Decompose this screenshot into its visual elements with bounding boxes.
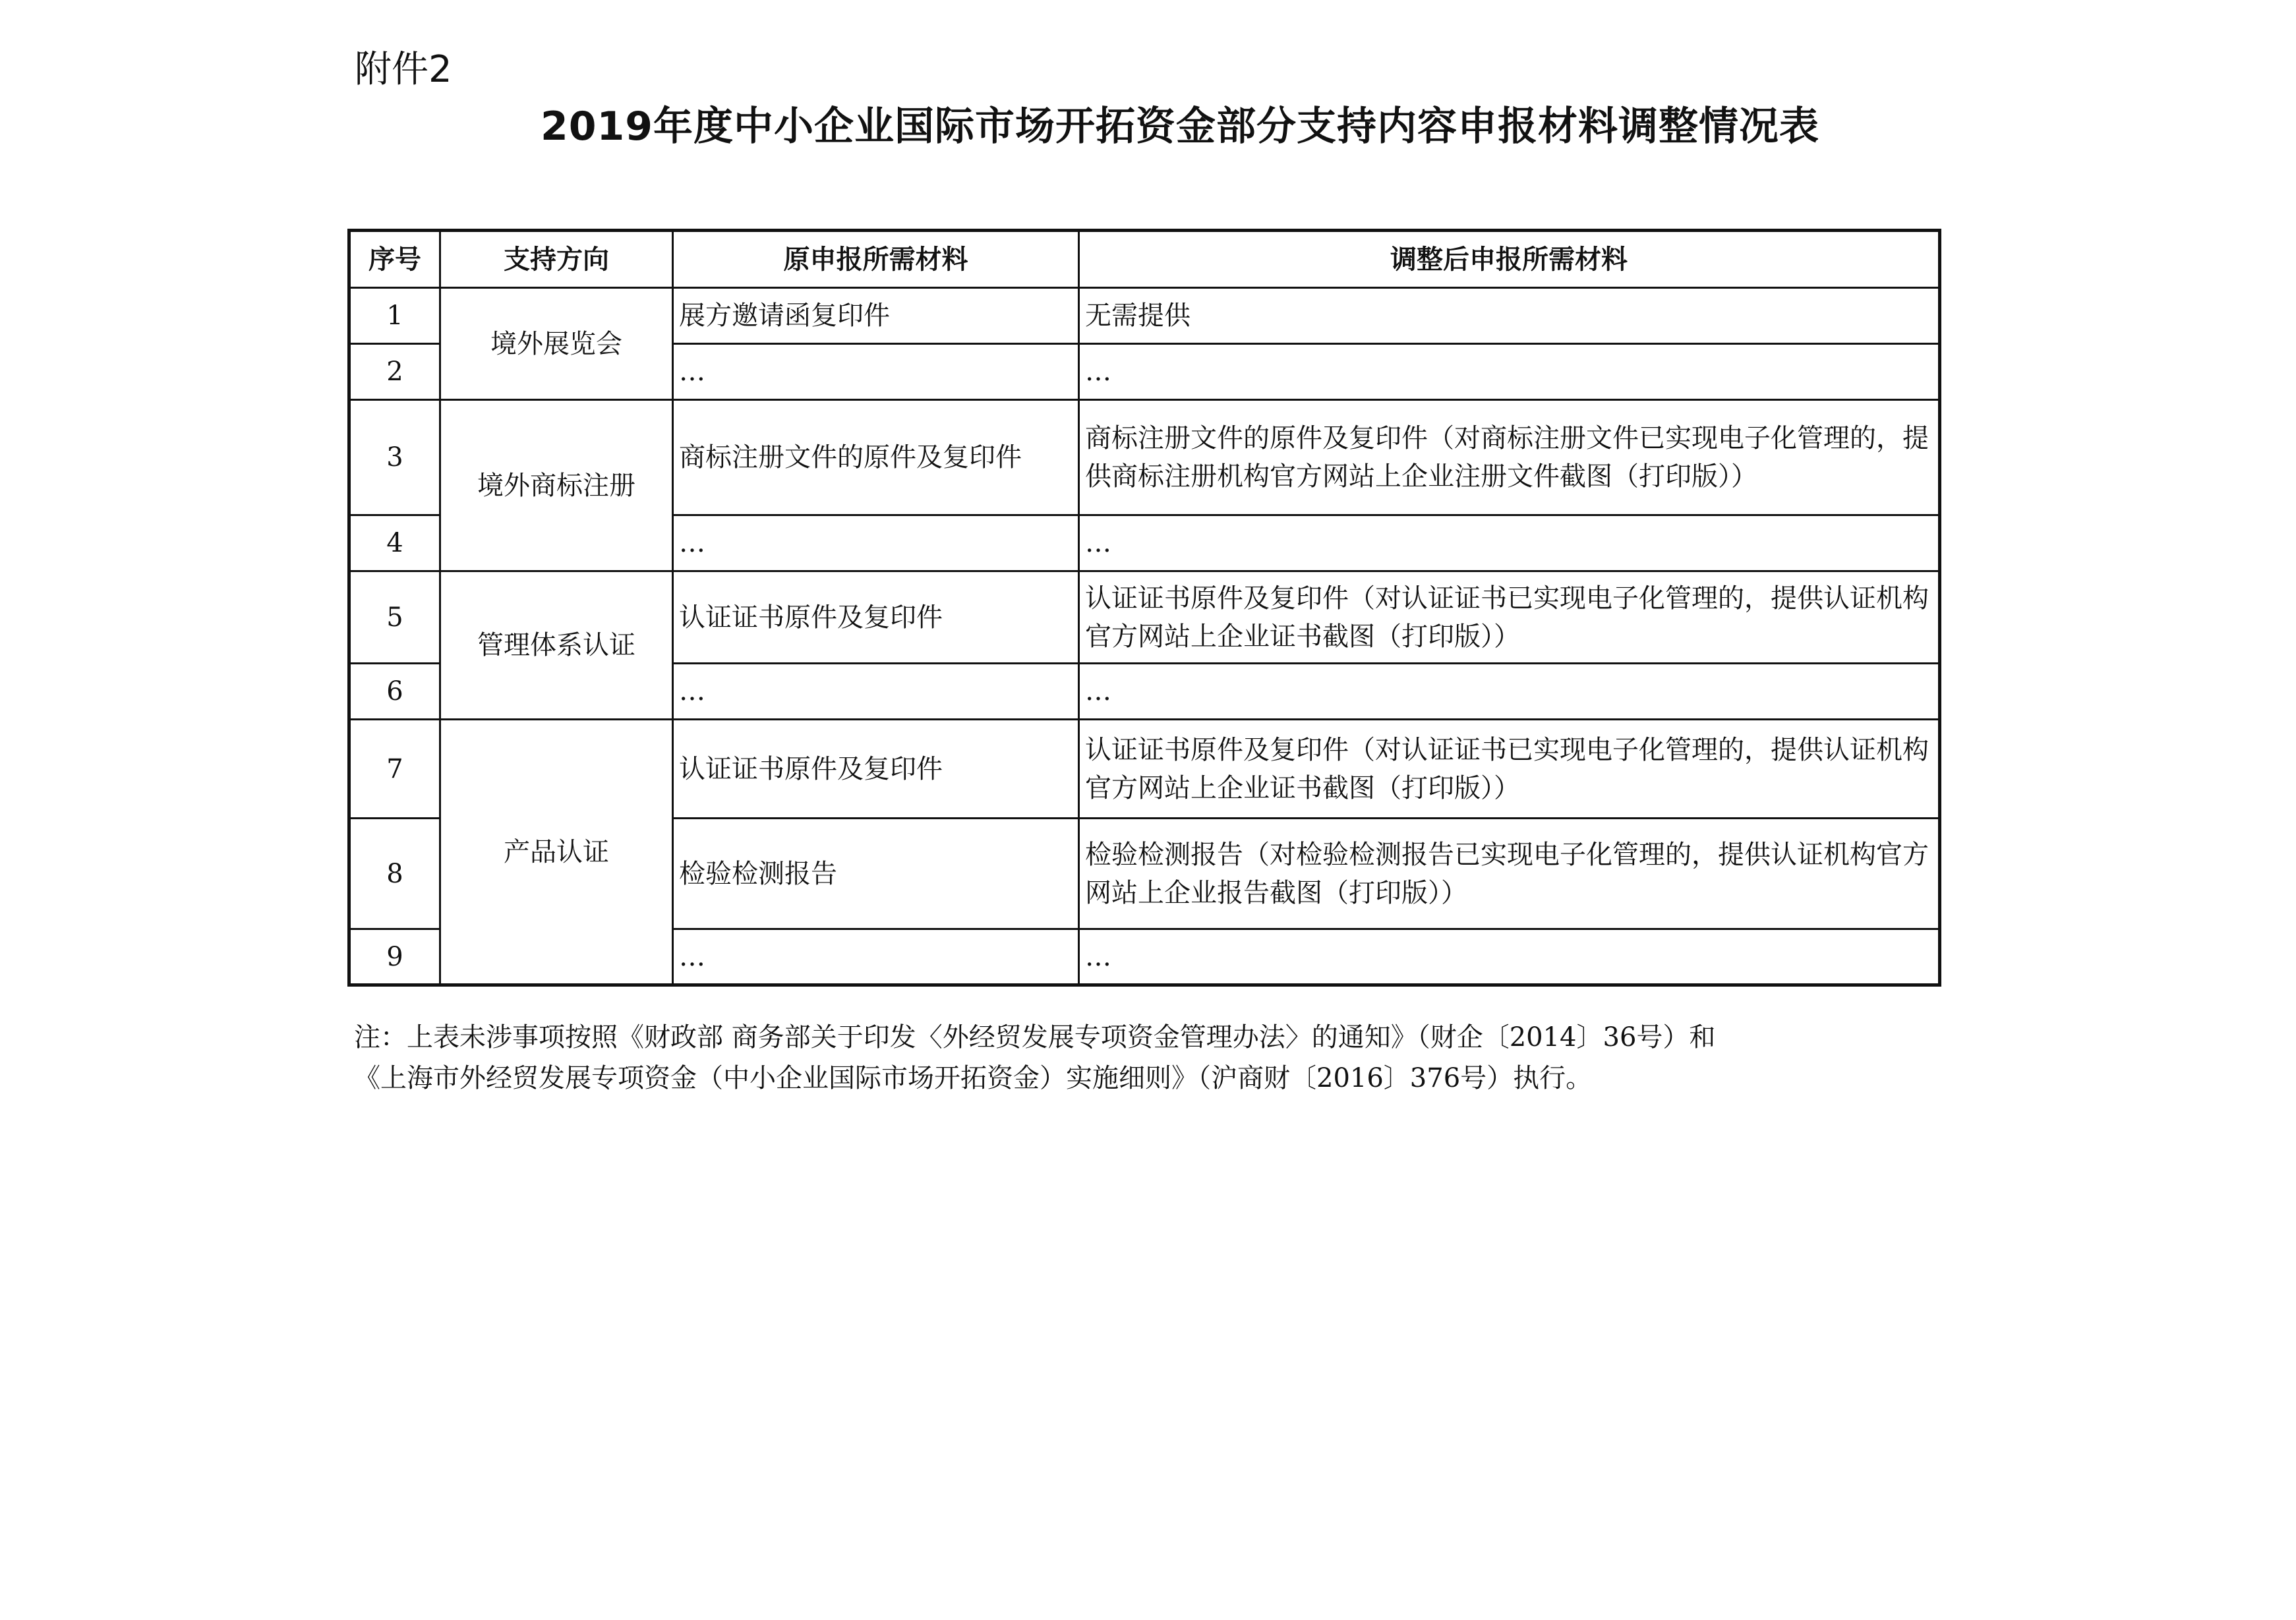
adjusted-material: 商标注册文件的原件及复印件（对商标注册文件已实现电子化管理的，提供商标注册机构官方网站上企业注册文件截图（打印版））	[1079, 400, 1940, 515]
table-row	[349, 571, 1940, 664]
table-row	[349, 400, 1940, 515]
document-title: 2019年度中小企业国际市场开拓资金部分支持内容申报材料调整情况表	[541, 103, 1819, 150]
direction-cell: 境外展览会	[440, 288, 673, 400]
original-material: …	[673, 515, 1079, 571]
table-row	[349, 288, 1940, 344]
row-number: 5	[349, 571, 440, 664]
row-number: 4	[349, 515, 440, 571]
row-number: 2	[349, 344, 440, 400]
adjusted-material: 无需提供	[1079, 288, 1940, 344]
footnote	[354, 1017, 1936, 1099]
adjusted-material: …	[1079, 664, 1940, 720]
row-number: 9	[349, 929, 440, 985]
original-material: …	[673, 344, 1079, 400]
row-number: 3	[349, 400, 440, 515]
original-material: …	[673, 929, 1079, 985]
adjusted-material: …	[1079, 929, 1940, 985]
original-material: …	[673, 664, 1079, 720]
header-serial: 序号	[349, 231, 440, 288]
materials-table	[347, 229, 1941, 987]
original-material: 认证证书原件及复印件	[673, 720, 1079, 819]
adjusted-material: 认证证书原件及复印件（对认证证书已实现电子化管理的，提供认证机构官方网站上企业证书截图（打印版））	[1079, 571, 1940, 664]
table-header-row	[349, 231, 1940, 288]
row-number: 8	[349, 819, 440, 929]
direction-cell: 境外商标注册	[440, 400, 673, 571]
adjusted-material: 认证证书原件及复印件（对认证证书已实现电子化管理的，提供认证机构官方网站上企业证书截图（打印版））	[1079, 720, 1940, 819]
original-material: 展方邀请函复印件	[673, 288, 1079, 344]
original-material: 检验检测报告	[673, 819, 1079, 929]
row-number: 1	[349, 288, 440, 344]
direction-cell: 管理体系认证	[440, 571, 673, 720]
original-material: 商标注册文件的原件及复印件	[673, 400, 1079, 515]
row-number: 6	[349, 664, 440, 720]
header-direction: 支持方向	[440, 231, 673, 288]
header-original-materials: 原申报所需材料	[673, 231, 1079, 288]
original-material: 认证证书原件及复印件	[673, 571, 1079, 664]
adjusted-material: 检验检测报告（对检验检测报告已实现电子化管理的，提供认证机构官方网站上企业报告截图（打印版））	[1079, 819, 1940, 929]
table-row	[349, 720, 1940, 819]
adjusted-material: …	[1079, 344, 1940, 400]
attachment-label: 附件2	[355, 48, 452, 91]
row-number: 7	[349, 720, 440, 819]
header-adjusted-materials: 调整后申报所需材料	[1079, 231, 1940, 288]
adjusted-material: …	[1079, 515, 1940, 571]
footnote-line-1: 注：上表未涉事项按照《财政部 商务部关于印发〈外经贸发展专项资金管理办法〉的通知》（财企〔2014〕36号）和	[354, 1022, 1716, 1053]
footnote-line-2: 《上海市外经贸发展专项资金（中小企业国际市场开拓资金）实施细则》（沪商财〔2016〕376号）执行。	[354, 1063, 1593, 1093]
direction-cell: 产品认证	[440, 720, 673, 985]
